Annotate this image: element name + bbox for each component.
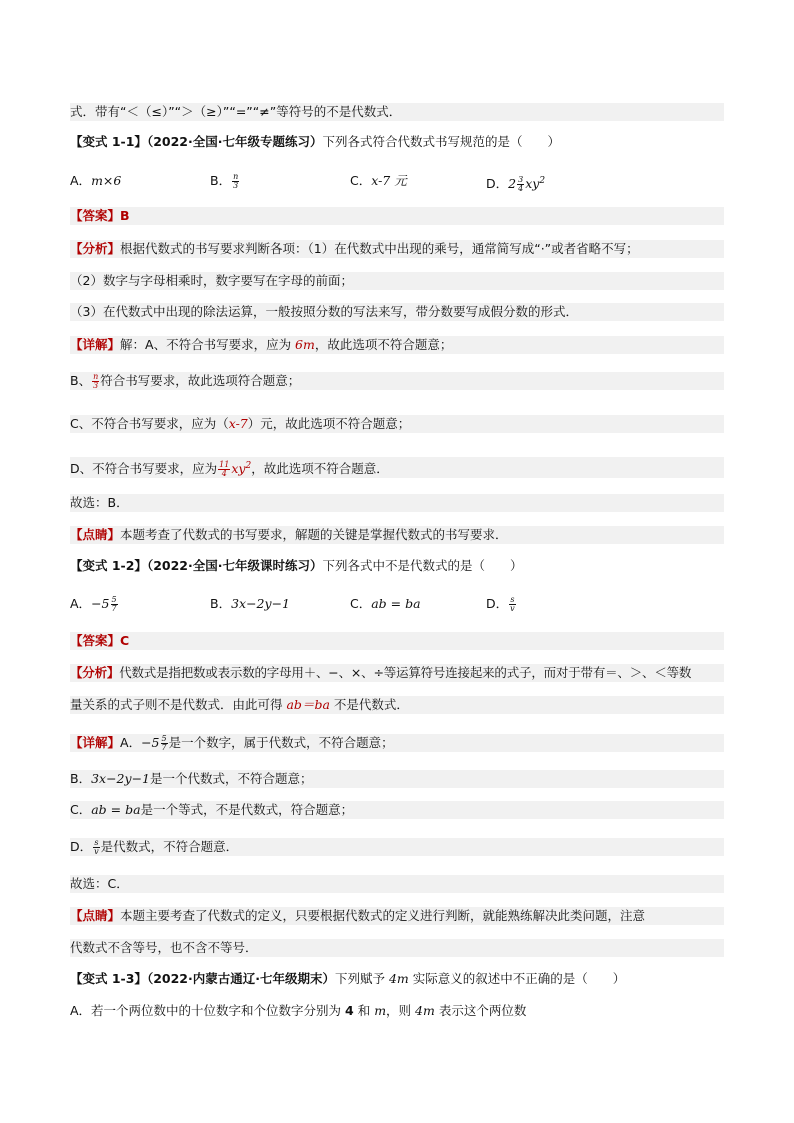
q2-option-a[interactable]: A．−5 $\frac{5}{7}$ <box>70 595 117 613</box>
q1-option-d-fraction: $\frac{3}{4}$ <box>518 175 524 194</box>
q2-analysis-1: 【分析】代数式是指把数或表示数的字母用＋、−、×、÷等运算符号连接起来的式子，而对于带有＝、＞、＜等数 <box>70 664 724 682</box>
q1-answer-value: B <box>120 208 130 223</box>
q1-option-a[interactable]: A．m×6 <box>70 173 122 188</box>
q2-option-a-fraction: $\frac{5}{7}$ <box>111 595 117 613</box>
q1-detail-b: B、 $\frac{n}{3}$ 符合书写要求，故此选项符合题意； <box>70 372 724 390</box>
q2-detail-b: B．3x−2y−1是一个代数式，不符合题意； <box>70 770 724 788</box>
q1-analysis-3: （3）在代数式中出现的除法运算，一般按照分数的写法来写，带分数要写成假分数的形式． <box>70 303 724 321</box>
q1-analysis-2: （2）数字与字母相乘时，数字要写在字母的前面； <box>70 272 724 290</box>
q1-option-b[interactable]: B． $\frac{n}{3}$ <box>210 172 239 190</box>
q2-detail-c: C．ab = ba是一个等式，不是代数式，符合题意； <box>70 801 724 819</box>
q1-option-c[interactable]: C．x-7 元 <box>350 173 407 188</box>
carryover-text: 式．带有“＜（≤）”“＞（≥）”“=”“≠”等符号的不是代数式． <box>70 104 402 119</box>
q1-stem-text: 下列各式符合代数式书写规范的是（ ） <box>322 134 560 149</box>
q1-analysis-1: 【分析】根据代数式的书写要求判断各项：（1）在代数式中出现的乘号，通常简写成“·”或者省略不写； <box>70 240 724 258</box>
q1-stem <box>70 133 724 151</box>
q3-stem: 【变式 1-3】（2022·内蒙古通辽·七年级期末）下列赋予 4m 实际意义的叙述中不正确的是（ ） <box>70 971 626 986</box>
q2-analysis-2: 量关系的式子则不是代数式．由此可得 ab＝ba 不是代数式． <box>70 696 724 714</box>
q2-stem <box>70 557 724 575</box>
q2-comment-2: 代数式不含等号，也不含不等号． <box>70 939 724 957</box>
q1-detail-c: C、不符合书写要求，应为（x-7）元，故此选项不符合题意； <box>70 415 724 433</box>
q2-options <box>70 595 724 615</box>
q1-comment: 【点睛】本题考查了代数式的书写要求，解题的关键是掌握代数式的书写要求． <box>70 526 724 544</box>
q2-source: （2022·全国·七年级课时练习） <box>146 558 323 573</box>
q2-tag: 【变式 1-2】 <box>70 558 147 573</box>
q2-comment-1: 【点睛】本题主要考查了代数式的定义，只要根据代数式的定义进行判断，就能熟练解决此类问题，注意 <box>70 907 724 925</box>
q2-stem-text: 下列各式中不是代数式的是（ ） <box>322 558 523 573</box>
q2-option-d[interactable]: D． $\frac{s}{v}$ <box>486 595 515 613</box>
q2-answer: 【答案】C <box>70 632 724 650</box>
q1-option-b-fraction: $\frac{n}{3}$ <box>233 172 239 190</box>
q3-option-a[interactable]: A．若一个两位数中的十位数字和个位数字分别为 4 和 m，则 4m 表示这个两位数 <box>70 1003 527 1018</box>
q3-source: （2022·内蒙古通辽·七年级期末） <box>146 971 335 986</box>
q1-answer: 【答案】B <box>70 207 724 225</box>
q3-tag: 【变式 1-3】 <box>70 971 147 986</box>
q2-option-c[interactable]: C．ab = ba <box>350 596 421 611</box>
q2-select: 故选：C． <box>70 875 724 893</box>
q1-tag: 【变式 1-1】 <box>70 134 147 149</box>
q2-option-d-fraction: $\frac{s}{v}$ <box>510 595 515 613</box>
q2-detail-d: D． $\frac{s}{v}$ 是代数式，不符合题意． <box>70 838 724 856</box>
q1-option-d[interactable]: D．2 $\frac{3}{4}$ $xy^2$ <box>486 175 546 194</box>
q2-answer-value: C <box>120 633 130 648</box>
q1-options <box>70 172 724 192</box>
q2-option-b[interactable]: B．3x−2y−1 <box>210 596 290 611</box>
q1-detail-a: 【详解】解：A、不符合书写要求，应为 6m，故此选项不符合题意； <box>70 336 724 354</box>
q1-detail-d: D、不符合书写要求，应为 $\frac{11}{4}$ $xy^2$，故此选项不符合题意． <box>70 457 724 478</box>
q2-detail-a: 【详解】A．−5 $\frac{5}{7}$ 是一个数字，属于代数式，不符合题意； <box>70 734 724 752</box>
q1-select: 故选：B． <box>70 494 724 512</box>
carryover-line <box>70 103 724 121</box>
q1-source: （2022·全国·七年级专题练习） <box>146 134 323 149</box>
